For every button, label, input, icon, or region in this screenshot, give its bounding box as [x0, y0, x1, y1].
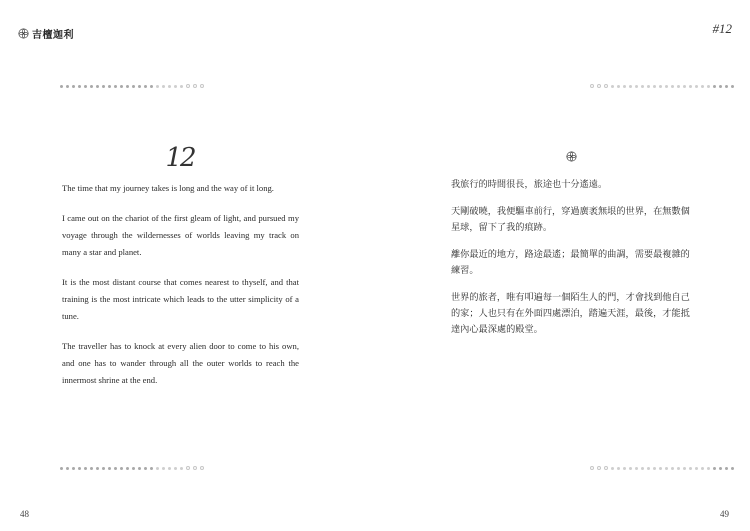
rule-dot — [689, 467, 692, 470]
english-paragraph: The traveller has to knock at every alien door to come to his own, and one has to wander through all the outer worlds to reach the innermost shrine at the end. — [62, 341, 299, 385]
bottom-left-dotted-rule — [60, 465, 207, 471]
rule-dot — [665, 85, 668, 88]
rule-dot — [725, 467, 728, 470]
rule-dot — [713, 467, 716, 470]
chapter-number: 12 — [165, 143, 195, 173]
rule-dot — [604, 466, 608, 470]
chinese-text-column — [451, 177, 695, 349]
rule-dot — [114, 85, 117, 88]
page-number-left: 48 — [20, 509, 29, 519]
rule-dot — [186, 84, 190, 88]
rule-dot — [132, 85, 135, 88]
rule-dot — [671, 85, 674, 88]
rule-dot — [60, 85, 63, 88]
rule-dot — [193, 466, 197, 470]
rule-dot — [78, 467, 81, 470]
rule-dot — [200, 84, 204, 88]
rule-dot — [78, 85, 81, 88]
rule-dot — [707, 85, 710, 88]
rule-dot — [683, 467, 686, 470]
rule-dot — [96, 85, 99, 88]
rule-dot — [90, 85, 93, 88]
rule-dot — [114, 467, 117, 470]
rule-dot — [102, 85, 105, 88]
rule-dot — [689, 85, 692, 88]
rule-dot — [132, 467, 135, 470]
chinese-paragraph: 天剛破曉，我便驅車前行，穿過廣袤無垠的世界，在無數個星球，留下了我的痕跡。 — [451, 206, 690, 233]
rule-dot — [66, 85, 69, 88]
rule-dot — [725, 85, 728, 88]
rule-dot — [96, 467, 99, 470]
rule-dot — [677, 467, 680, 470]
rule-dot — [590, 466, 594, 470]
rule-dot — [701, 85, 704, 88]
english-paragraph: I came out on the chariot of the first gleam of light, and pursued my voyage through the wildernesses of worlds leaving my track on many a star and planet. — [62, 213, 299, 257]
rule-dot — [193, 84, 197, 88]
rule-dot — [150, 467, 153, 470]
rule-dot — [719, 467, 722, 470]
chinese-paragraph: 世界的旅者，唯有叩遍每一個陌生人的門，才會找到他自己的家；人也只有在外面四處漂泊，踏遍天涯，最後，才能抵達內心最深處的殿堂。 — [451, 292, 690, 335]
rule-dot — [186, 466, 190, 470]
rule-dot — [641, 467, 644, 470]
rule-dot — [683, 85, 686, 88]
rule-dot — [174, 85, 177, 88]
rule-dot — [731, 85, 734, 88]
rule-dot — [647, 85, 650, 88]
english-paragraph: The time that my journey takes is long and the way of it long. — [62, 183, 274, 193]
rule-dot — [659, 467, 662, 470]
top-right-dotted-rule — [590, 83, 737, 89]
rule-dot — [590, 84, 594, 88]
rule-dot — [629, 85, 632, 88]
rule-dot — [156, 467, 159, 470]
english-text-column — [62, 180, 299, 402]
rule-dot — [102, 467, 105, 470]
rule-dot — [635, 85, 638, 88]
rule-dot — [617, 85, 620, 88]
rule-dot — [84, 467, 87, 470]
flower-emblem-icon — [18, 28, 29, 39]
rule-dot — [623, 467, 626, 470]
rule-dot — [647, 467, 650, 470]
rule-dot — [653, 85, 656, 88]
chinese-paragraph: 離你最近的地方，路途最遙；最簡單的曲調，需要最複雜的練習。 — [451, 249, 690, 276]
rule-dot — [641, 85, 644, 88]
rule-dot — [635, 467, 638, 470]
rule-dot — [174, 467, 177, 470]
rule-dot — [623, 85, 626, 88]
rule-dot — [60, 467, 63, 470]
rule-dot — [659, 85, 662, 88]
rule-dot — [617, 467, 620, 470]
rule-dot — [653, 467, 656, 470]
rule-dot — [719, 85, 722, 88]
rule-dot — [604, 84, 608, 88]
rule-dot — [120, 467, 123, 470]
rule-dot — [629, 467, 632, 470]
rule-dot — [611, 467, 614, 470]
rule-dot — [144, 85, 147, 88]
rule-dot — [66, 467, 69, 470]
rule-dot — [180, 85, 183, 88]
bottom-right-dotted-rule — [590, 465, 737, 471]
rule-dot — [120, 85, 123, 88]
book-title: 吉檀迦利 — [32, 30, 74, 41]
rule-dot — [677, 85, 680, 88]
rule-dot — [156, 85, 159, 88]
rule-dot — [108, 85, 111, 88]
rule-dot — [72, 467, 75, 470]
rule-dot — [138, 85, 141, 88]
rule-dot — [168, 85, 171, 88]
top-left-dotted-rule — [60, 83, 207, 89]
rule-dot — [108, 467, 111, 470]
flower-ornament-icon — [566, 151, 577, 162]
rule-dot — [611, 85, 614, 88]
rule-dot — [731, 467, 734, 470]
book-brand — [18, 26, 74, 41]
rule-dot — [597, 466, 601, 470]
rule-dot — [84, 85, 87, 88]
rule-dot — [671, 467, 674, 470]
rule-dot — [168, 467, 171, 470]
rule-dot — [701, 467, 704, 470]
english-paragraph: It is the most distant course that comes nearest to thyself, and that training is the most intricate which leads to the utter simplicity of a tune. — [62, 277, 299, 321]
chapter-tag: #12 — [712, 21, 732, 36]
rule-dot — [180, 467, 183, 470]
rule-dot — [162, 85, 165, 88]
rule-dot — [126, 467, 129, 470]
rule-dot — [597, 84, 601, 88]
rule-dot — [665, 467, 668, 470]
rule-dot — [150, 85, 153, 88]
rule-dot — [138, 467, 141, 470]
rule-dot — [90, 467, 93, 470]
rule-dot — [72, 85, 75, 88]
rule-dot — [144, 467, 147, 470]
rule-dot — [162, 467, 165, 470]
rule-dot — [126, 85, 129, 88]
rule-dot — [713, 85, 716, 88]
rule-dot — [200, 466, 204, 470]
rule-dot — [695, 467, 698, 470]
page-number-right: 49 — [720, 509, 729, 519]
chinese-paragraph: 我旅行的時間很長，旅途也十分遙遠。 — [451, 179, 608, 190]
rule-dot — [695, 85, 698, 88]
rule-dot — [707, 467, 710, 470]
